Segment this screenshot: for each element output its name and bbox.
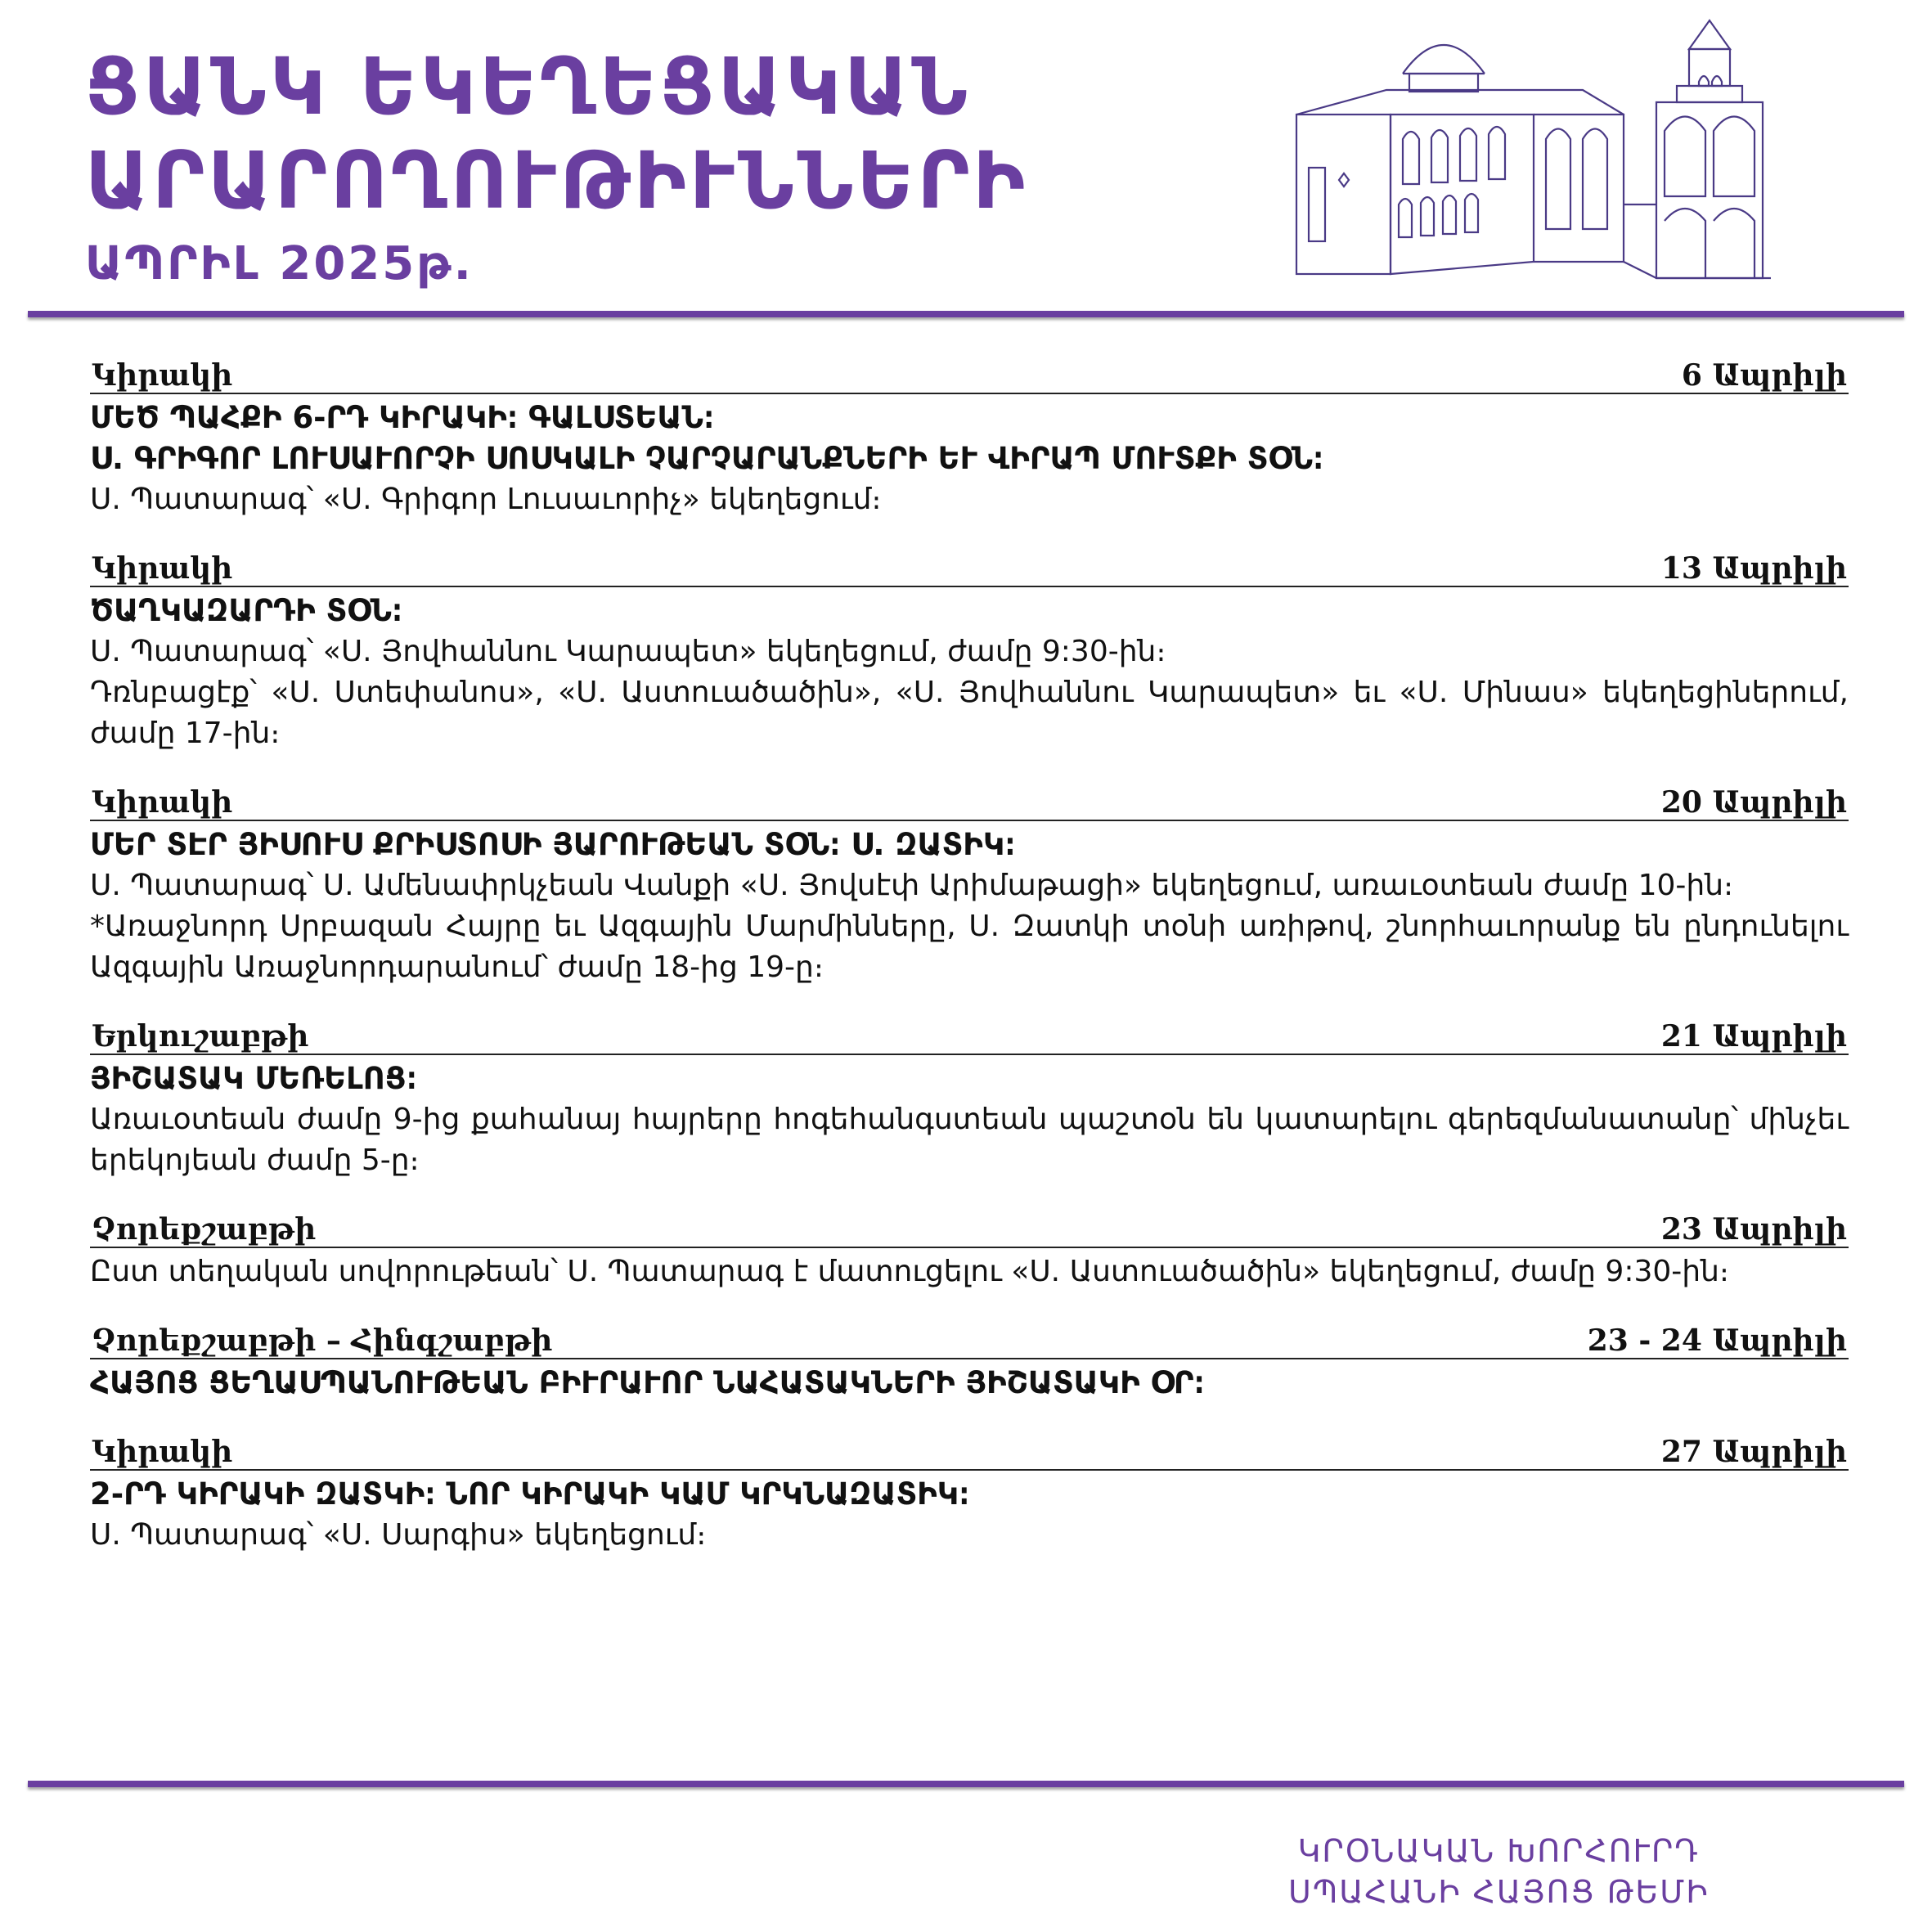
church-icon	[1296, 20, 1771, 278]
entry-weekday: Կիրակի	[92, 551, 233, 586]
footer-signature	[1288, 1831, 1710, 1912]
entry-date: 13 Ապրիլի	[1660, 551, 1847, 586]
entry-text: Ս. Պատարագ՝ «Ս. Սարգիս» եկեղեցում։	[90, 1518, 707, 1552]
schedule-entry	[90, 1317, 1849, 1404]
entry-day-row	[90, 1317, 1849, 1359]
entry-headline: ՅԻՇԱՏԱԿ ՄԵՌԵԼՈՑ։	[90, 1061, 417, 1096]
footer-line-2: ՍՊԱՀԱՆԻ ՀԱՅՈՑ ԹԵՄԻ	[1288, 1874, 1710, 1910]
schedule-entry	[90, 1428, 1849, 1556]
entry-weekday: Կիրակի	[92, 785, 233, 820]
entry-headline: ՀԱՅՈՑ ՑԵՂԱՍՊԱՆՈՒԹԵԱՆ ԲԻՒՐԱՒՈՐ ՆԱՀԱՏԱԿՆԵՐԻ ՅԻՇԱՏԱԿԻ ՕՐ։	[90, 1365, 1205, 1400]
entry-text: Ս. Պատարագ՝ Ս. Ամենափրկչեան Վանքի «Ս. Յովսէփ Արիմաթացի» եկեղեցում, առաւօտեան ժամը 10-ին։	[90, 869, 1734, 902]
entry-date: 23 - 24 Ապրիլի	[1587, 1323, 1847, 1358]
title-line-1: ՑԱՆԿ ԵԿԵՂԵՑԱԿԱՆ	[85, 41, 971, 133]
entry-date: 20 Ապրիլի	[1660, 785, 1847, 820]
schedule-list	[90, 352, 1849, 1580]
entry-headline: Ս. ԳՐԻԳՈՐ ԼՈՒՍԱՒՈՐՉԻ ՍՈՍԿԱԼԻ ՉԱՐՉԱՐԱՆՔՆԵՐԻ ԵՒ ՎԻՐԱՊ ՄՈՒՏՔԻ ՏՕՆ։	[90, 441, 1324, 476]
bottom-divider	[28, 1781, 1904, 1787]
entry-day-row	[90, 1428, 1849, 1471]
schedule-entry	[90, 1206, 1849, 1292]
schedule-entry	[90, 1013, 1849, 1181]
entry-text: *Առաջնորդ Սրբազան Հայրը եւ Ազգային Մարմինները, Ս. Զատկի տօնի առիթով, շնորհաւորանք են ընդունելու Ազգային Առաջնորդարանում՝ ժամը 18-ից 19-ը։	[90, 910, 1849, 984]
entry-day-row	[90, 779, 1849, 821]
entry-weekday: Չորեքշաբթի	[92, 1212, 317, 1247]
schedule-entry	[90, 545, 1849, 754]
entry-weekday: Չորեքշաբթի – Հինգշաբթի	[92, 1323, 553, 1358]
schedule-entry	[90, 779, 1849, 988]
entry-headline: ԾԱՂԿԱԶԱՐԴԻ ՏՕՆ։	[90, 593, 403, 628]
entry-headline: ՄԵԾ ՊԱՀՔԻ 6-ՐԴ ԿԻՐԱԿԻ։ ԳԱԼՍՏԵԱՆ։	[90, 400, 715, 435]
entry-day-row	[90, 352, 1849, 394]
entry-date: 23 Ապրիլի	[1660, 1212, 1847, 1247]
entry-day-row	[90, 1206, 1849, 1248]
entry-day-row	[90, 1013, 1849, 1055]
schedule-entry	[90, 352, 1849, 520]
entry-weekday: Երկուշաբթի	[92, 1019, 309, 1054]
entry-weekday: Կիրակի	[92, 1435, 233, 1469]
entry-date: 21 Ապրիլի	[1660, 1019, 1847, 1054]
church-illustration	[1264, 16, 1787, 299]
entry-text: Ըստ տեղական սովորութեան՝ Ս. Պատարագ է մատուցելու «Ս. Աստուածածին» եկեղեցում, ժամը 9:30-ին։	[90, 1255, 1730, 1288]
top-divider	[28, 311, 1904, 317]
entry-date: 6 Ապրիլի	[1681, 358, 1847, 393]
entry-date: 27 Ապրիլի	[1660, 1435, 1847, 1469]
entry-text: Ս. Պատարագ՝ «Ս. Յովհաննու Կարապետ» եկեղեցում, ժամը 9:30-ին։	[90, 635, 1166, 668]
entry-text: Դռնբացէք՝ «Ս. Ստեփանոս», «Ս. Աստուածածին», «Ս. Յովհաննու Կարապետ» եւ «Ս. Մինաս» եկեղեցիներում, ժամը 17-ին։	[90, 676, 1849, 750]
entry-headline: ՄԵՐ ՏԷՐ ՅԻՍՈՒՍ ՔՐԻՍՏՈՍԻ ՅԱՐՈՒԹԵԱՆ ՏՕՆ։ Ս. ԶԱՏԻԿ։	[90, 827, 1016, 862]
entry-weekday: Կիրակի	[92, 358, 233, 393]
entry-text: Առաւօտեան ժամը 9-ից քահանայ հայրերը հոգեհանգստեան պաշտօն են կատարելու գերեզմանատանը՝ մինչեւ երեկոյեան ժամը 5-ը։	[90, 1103, 1849, 1177]
entry-day-row	[90, 545, 1849, 587]
title-month-year: ԱՊՐԻԼ 2025թ.	[85, 237, 474, 290]
entry-text: Ս. Պատարագ՝ «Ս. Գրիգոր Լուսաւորիչ» եկեղեցում։	[90, 483, 882, 516]
entry-headline: 2-ՐԴ ԿԻՐԱԿԻ ԶԱՏԿԻ։ ՆՈՐ ԿԻՐԱԿԻ ԿԱՄ ԿՐԿՆԱԶԱՏԻԿ։	[90, 1476, 970, 1512]
title-line-2: ԱՐԱՐՈՂՈՒԹԻՒՆՆԵՐԻ	[85, 135, 1029, 227]
footer-line-1: ԿՐՕՆԱԿԱՆ ԽՈՐՀՈՒՐԴ	[1297, 1833, 1700, 1869]
